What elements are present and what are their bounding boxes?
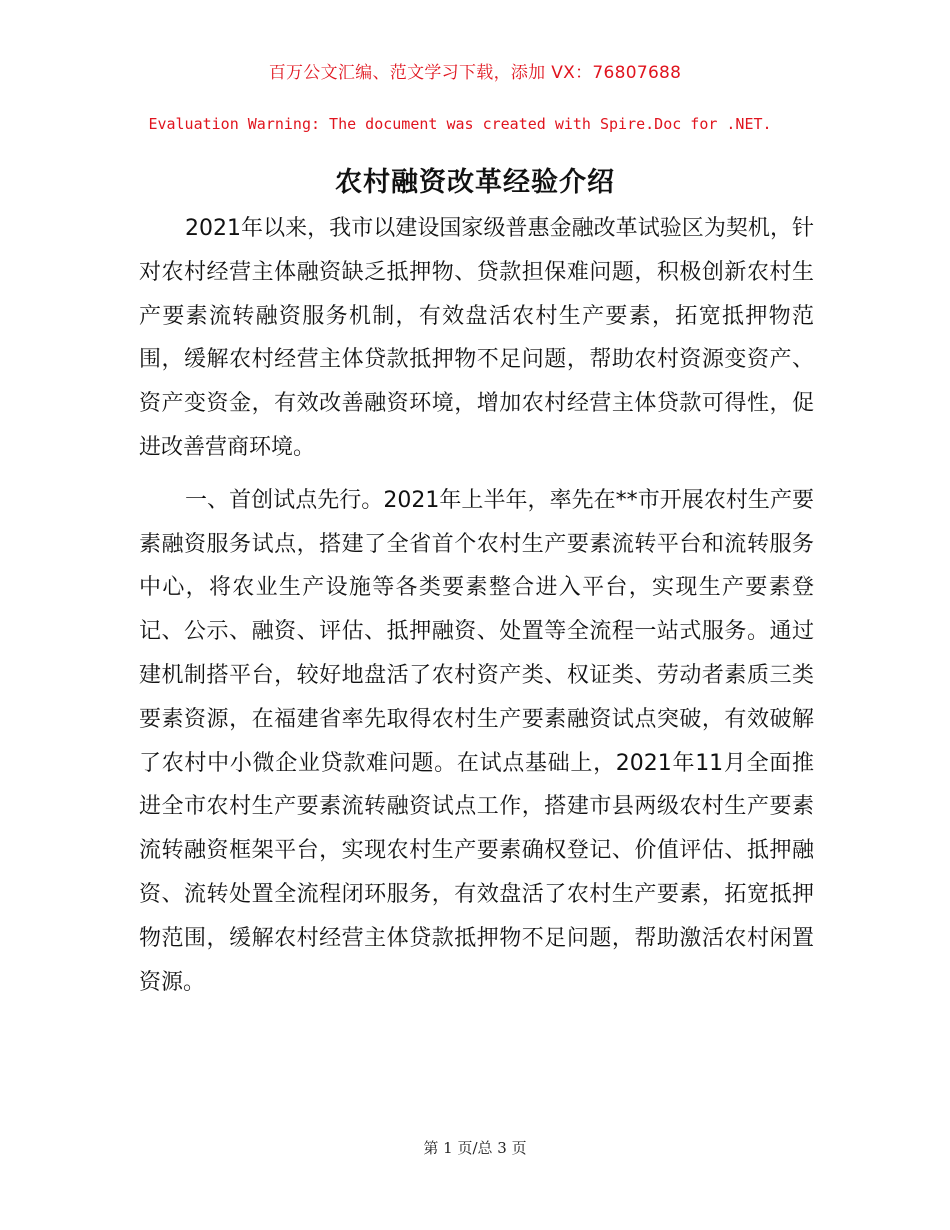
page-number: 第 1 页/总 3 页 [423,1139,527,1157]
document-title: 农村融资改革经验介绍 [335,167,615,198]
paragraph-section-1: 一、首创试点先行。2021年上半年，率先在**市开展农村生产要素融资服务试点，搭建了全省首个农村生产要素流转平台和流转服务中心，将农业生产设施等各类要素整合进入平台，实现生产要素登记、公示、融资、评估、抵押融资、处置等全流程一站式服务。通过建机制搭平台，较好地盘活了农村资产类、权证类、劳动者素质三类要素资源，在福建省率先取得农村生产要素融资试点突破，有效破解了农村中小微企业贷款难问题。在试点基础上，2021年11月全面推进全市农村生产要素流转融资试点工作，搭建市县两级农村生产要素流转融资框架平台，实现农村生产要素确权登记、价值评估、抵押融资、流转处置全流程闭环服务，有效盘活了农村生产要素，拓宽抵押物范围，缓解农村经营主体贷款抵押物不足问题，帮助激活农村闲置资源。 [139,487,815,995]
paragraph-intro: 2021年以来，我市以建设国家级普惠金融改革试验区为契机，针对农村经营主体融资缺乏抵押物、贷款担保难问题，积极创新农村生产要素流转融资服务机制，有效盘活农村生产要素，拓宽抵押物范围，缓解农村经营主体贷款抵押物不足问题，帮助农村资源变资产、资产变资金，有效改善融资环境，增加农村经营主体贷款可得性，促进改善营商环境。 [139,216,814,460]
evaluation-warning: Evaluation Warning: The document was created with Spire.Doc for .NET. [148,115,772,133]
promo-banner: 百万公文汇编、范文学习下载，添加 VX：76807688 [268,63,682,83]
document-body [139,207,814,1004]
